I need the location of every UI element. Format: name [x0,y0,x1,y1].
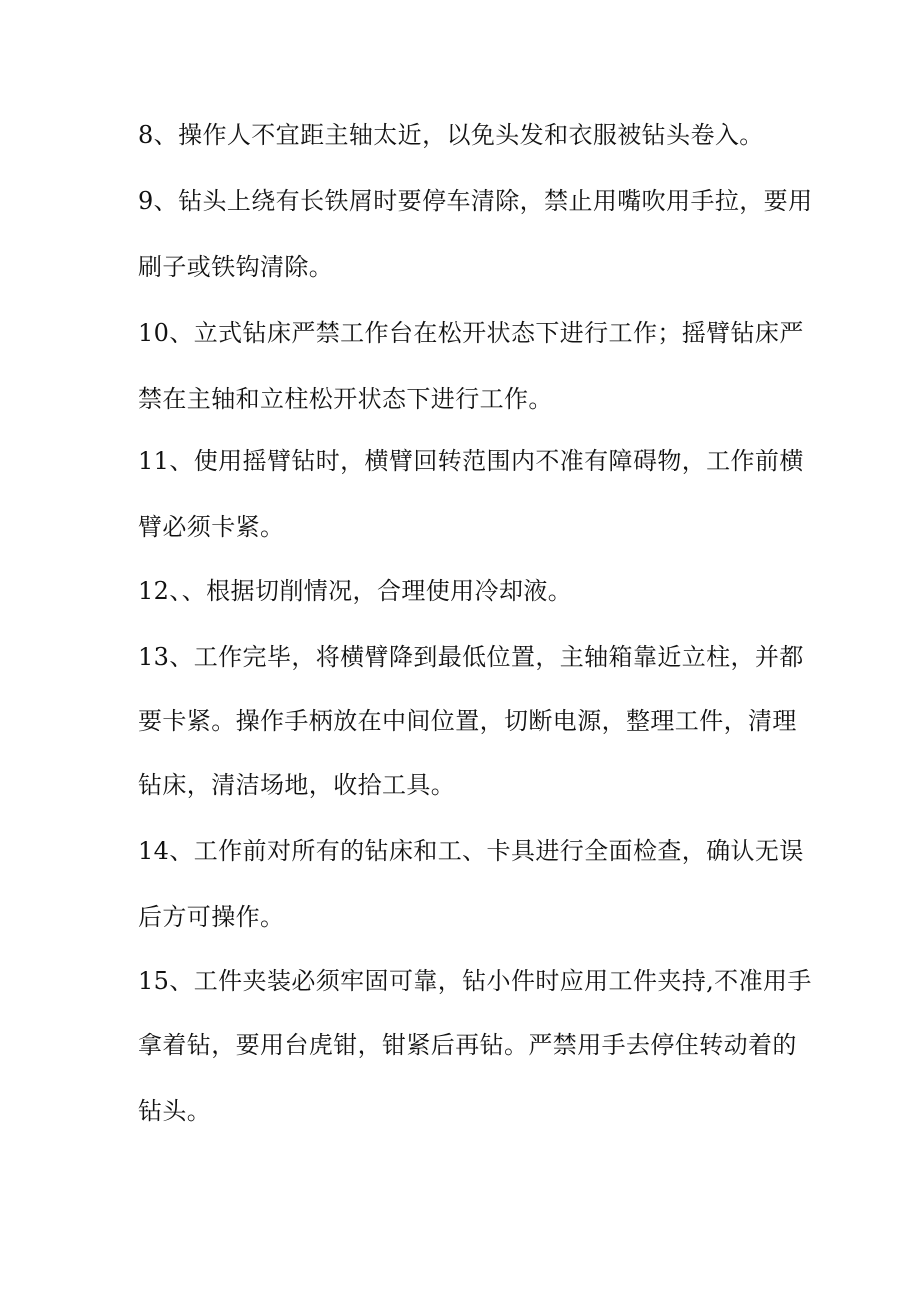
item-12-line-1: 12、、根据切削情况，合理使用冷却液。 [138,577,573,605]
item-15-line-2: 拿着钻，要用台虎钳，钳紧后再钻。严禁用手去停住转动着的 [138,1031,797,1059]
item-13-line-2: 要卡紧。操作手柄放在中间位置，切断电源，整理工件，清理 [138,707,797,735]
item-9-line-2: 刷子或铁钩清除。 [138,253,334,281]
item-13-line-3: 钻床，清洁场地，收拾工具。 [138,771,456,799]
item-10-line-1: 10、立式钻床严禁工作台在松开状态下进行工作；摇臂钻床严 [138,319,804,347]
item-10-line-2: 禁在主轴和立柱松开状态下进行工作。 [138,385,553,413]
item-14-line-2: 后方可操作。 [138,903,285,931]
item-15-line-1: 15、工件夹装必须牢固可靠，钻小件时应用工件夹持,不准用手 [138,967,812,995]
item-8-line-1: 8、操作人不宜距主轴太近，以免头发和衣服被钻头卷入。 [138,121,764,149]
item-11-line-2: 臂必须卡紧。 [138,513,285,541]
item-9-line-1: 9、钻头上绕有长铁屑时要停车清除，禁止用嘴吹用手拉，要用 [138,187,813,215]
item-13-line-1: 13、工作完毕，将横臂降到最低位置，主轴箱靠近立柱，并都 [138,643,804,671]
item-11-line-1: 11、使用摇臂钻时，横臂回转范围内不准有障碍物，工作前横 [138,447,804,475]
item-14-line-1: 14、工作前对所有的钻床和工、卡具进行全面检查，确认无误 [138,837,804,865]
item-15-line-3: 钻头。 [138,1097,212,1125]
